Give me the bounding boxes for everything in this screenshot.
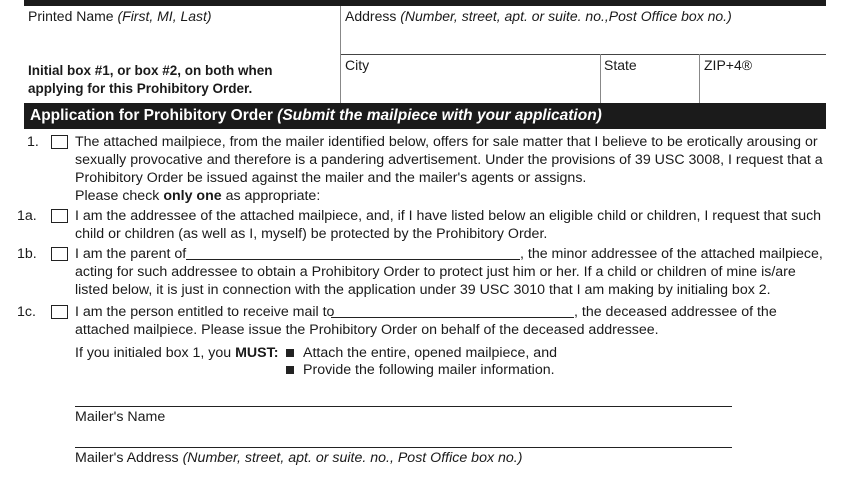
item1b-checkbox[interactable] bbox=[51, 247, 68, 261]
mailer-address-rule bbox=[75, 447, 732, 448]
item1-line-3: Prohibitory Order be issued against the mailer and the mailer's agents or assigns. bbox=[75, 170, 587, 186]
initial-note bbox=[28, 62, 273, 98]
item1-line-1: The attached mailpiece, from the mailer identified below, offers for sale matter that I believe to be erotically arousing or bbox=[75, 134, 818, 150]
item1c-suffix: , the deceased addressee of the bbox=[574, 304, 777, 320]
printed-name-hint: (First, MI, Last) bbox=[117, 8, 212, 24]
city-field[interactable] bbox=[345, 76, 599, 100]
item1b-number: 1b. bbox=[17, 246, 37, 262]
item1c-number: 1c. bbox=[17, 304, 36, 320]
item1c-checkbox[interactable] bbox=[51, 305, 68, 319]
zip-field[interactable] bbox=[704, 76, 823, 100]
mailer-name-label: Mailer's Name bbox=[75, 409, 166, 425]
address-label bbox=[345, 8, 732, 24]
initial-note-line1: Initial box #1, or box #2, on both when bbox=[28, 63, 273, 78]
address-hint: (Number, street, apt. or suite. no.,Post Office box no.) bbox=[400, 8, 732, 24]
must-instruction bbox=[75, 344, 278, 362]
must-prefix: If you initialed box 1, you bbox=[75, 345, 236, 361]
item1-checkbox[interactable] bbox=[51, 135, 68, 149]
section-title: Application for Prohibitory Order bbox=[30, 107, 278, 124]
item1b-line-2: listed below, it is just in connection with the application under 39 USC 3010 that I am making by initialing box 2. bbox=[75, 282, 771, 298]
section-header bbox=[24, 103, 826, 129]
city-label: City bbox=[345, 57, 370, 73]
state-divider bbox=[600, 54, 601, 103]
item1b-prefix: I am the parent of bbox=[75, 246, 187, 262]
item1a-checkbox[interactable] bbox=[51, 209, 68, 223]
square-bullet-icon bbox=[286, 349, 294, 357]
check-suffix: as appropriate: bbox=[221, 188, 321, 204]
item1a-number: 1a. bbox=[17, 208, 37, 224]
row1-divider bbox=[340, 6, 341, 54]
printed-name-field[interactable] bbox=[28, 28, 337, 52]
item1c-prefix: I am the person entitled to receive mail to bbox=[75, 304, 335, 320]
top-border-bar bbox=[24, 0, 826, 6]
must-bold: MUST: bbox=[235, 345, 279, 361]
must-bullet-1: Attach the entire, opened mailpiece, and bbox=[303, 345, 557, 361]
check-prefix: Please check bbox=[75, 188, 164, 204]
must-bullet-2: Provide the following mailer information. bbox=[303, 362, 555, 378]
parent-of-field[interactable] bbox=[186, 245, 520, 260]
item1-number: 1. bbox=[27, 134, 39, 150]
mailer-name-field[interactable] bbox=[75, 386, 734, 408]
city-left-divider bbox=[340, 54, 341, 103]
state-field[interactable] bbox=[604, 76, 698, 100]
item1b-line-1: acting for such addressee to obtain a Prohibitory Order to protect just him or her. If a child or children of mine is/are bbox=[75, 264, 796, 280]
zip-label: ZIP+4® bbox=[704, 57, 753, 73]
item1c-line-1: attached mailpiece. Please issue the Prohibitory Order on behalf of the deceased addressee. bbox=[75, 322, 659, 338]
square-bullet-icon bbox=[286, 366, 294, 374]
zip-divider bbox=[699, 54, 700, 103]
printed-name-label-text: Printed Name bbox=[28, 8, 118, 24]
check-bold: only one bbox=[163, 188, 222, 204]
item1a-line-1: I am the addressee of the attached mailpiece, and, if I have listed below an eligible child or children, I request that such bbox=[75, 208, 822, 224]
item1a-line-2: child or children (as well as I, myself) be protected by the Prohibitory Order. bbox=[75, 226, 548, 242]
initial-note-line2: applying for this Prohibitory Order. bbox=[28, 81, 253, 96]
entitled-mail-field[interactable] bbox=[331, 303, 574, 318]
state-label: State bbox=[604, 57, 637, 73]
row1-bottom-rule bbox=[340, 54, 826, 55]
check-instruction bbox=[75, 187, 320, 205]
section-subtitle: (Submit the mailpiece with your application) bbox=[277, 107, 602, 124]
address-label-text: Address bbox=[345, 8, 401, 24]
mailer-address-label-text: Mailer's Address bbox=[75, 450, 183, 466]
printed-name-label bbox=[28, 8, 212, 24]
item1-line-2: sexually provocative and therefore is a pandering advertisement. Under the provisions of 39 USC 3008, I request that a bbox=[75, 152, 823, 168]
mailer-address-label bbox=[75, 449, 522, 467]
mailer-address-hint: (Number, street, apt. or suite. no., Post Office box no.) bbox=[182, 450, 523, 466]
mailer-name-rule bbox=[75, 406, 732, 407]
address-field[interactable] bbox=[345, 28, 824, 52]
item1b-suffix: , the minor addressee of the attached mailpiece, bbox=[520, 246, 823, 262]
mailer-address-field[interactable] bbox=[75, 427, 734, 449]
